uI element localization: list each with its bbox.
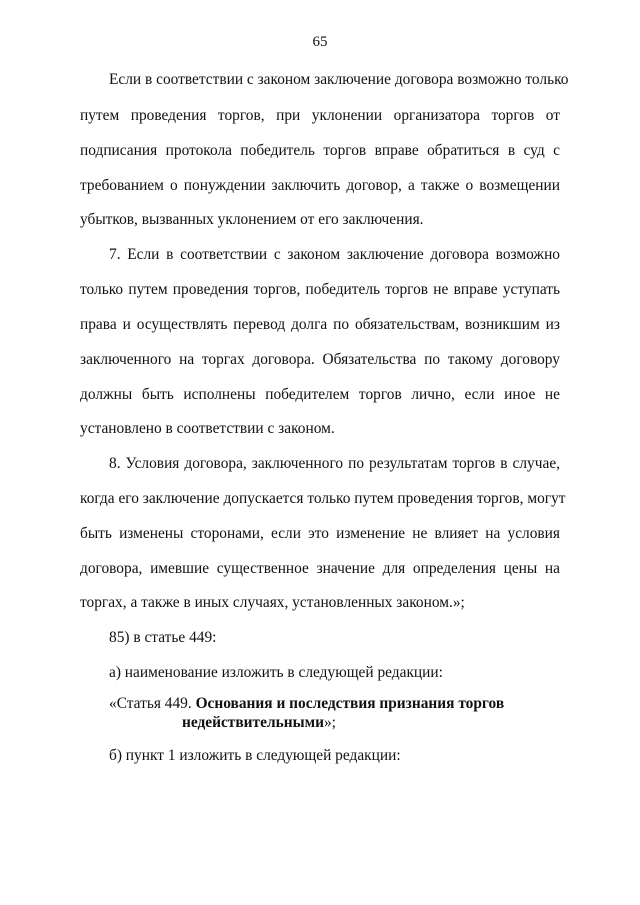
article-heading-suffix: »; (323, 714, 336, 731)
paragraph-3-line-3: быть изменены сторонами, если это изменение не влияет на условия (80, 525, 560, 542)
item-b: б) пункт 1 изложить в следующей редакции: (109, 747, 401, 764)
paragraph-2-line-1: 7. Если в соответствии с законом заключение договора возможно (109, 246, 560, 263)
paragraph-1-line-5: убытков, вызванных уклонением от его заключения. (80, 211, 424, 228)
paragraph-3-line-1: 8. Условия договора, заключенного по результатам торгов в случае, (109, 455, 560, 472)
paragraph-2-line-2: только путем проведения торгов, победитель торгов не вправе уступать (80, 281, 560, 298)
paragraph-3-line-2: когда его заключение допускается только путем проведения торгов, могут (80, 490, 566, 507)
paragraph-2-line-6: установлено в соответствии с законом. (80, 420, 335, 437)
paragraph-2-line-5: должны быть исполнены победителем торгов лично, если иное не (80, 386, 560, 403)
paragraph-1-line-4: требованием о понуждении заключить договор, а также о возмещении (80, 177, 560, 194)
article-heading-line-2 (182, 713, 640, 733)
item-85: 85) в статье 449: (109, 629, 217, 646)
paragraph-3-line-4: договора, имевшие существенное значение для определения цены на (80, 560, 560, 577)
article-heading-title-2: недействительными (182, 714, 324, 731)
paragraph-2-line-4: заключенного на торгах договора. Обязательства по такому договору (80, 351, 560, 368)
paragraph-3-line-5: торгах, а также в иных случаях, установленных законом.»; (80, 594, 465, 611)
item-a: а) наименование изложить в следующей редакции: (109, 664, 443, 681)
paragraph-1-line-1: Если в соответствии с законом заключение договора возможно только (109, 71, 569, 88)
paragraph-2-line-3: права и осуществлять перевод долга по обязательствам, возникшим из (80, 316, 560, 333)
page-number: 65 (312, 34, 328, 50)
paragraph-1-line-3: подписания протокола победитель торгов вправе обратиться в суд с (80, 142, 560, 159)
article-heading-line-1 (109, 694, 560, 714)
article-heading-prefix: «Статья 449. (109, 695, 196, 712)
article-heading-title-1: Основания и последствия признания торгов (195, 695, 505, 712)
paragraph-1-line-2: путем проведения торгов, при уклонении организатора торгов от (80, 107, 560, 124)
